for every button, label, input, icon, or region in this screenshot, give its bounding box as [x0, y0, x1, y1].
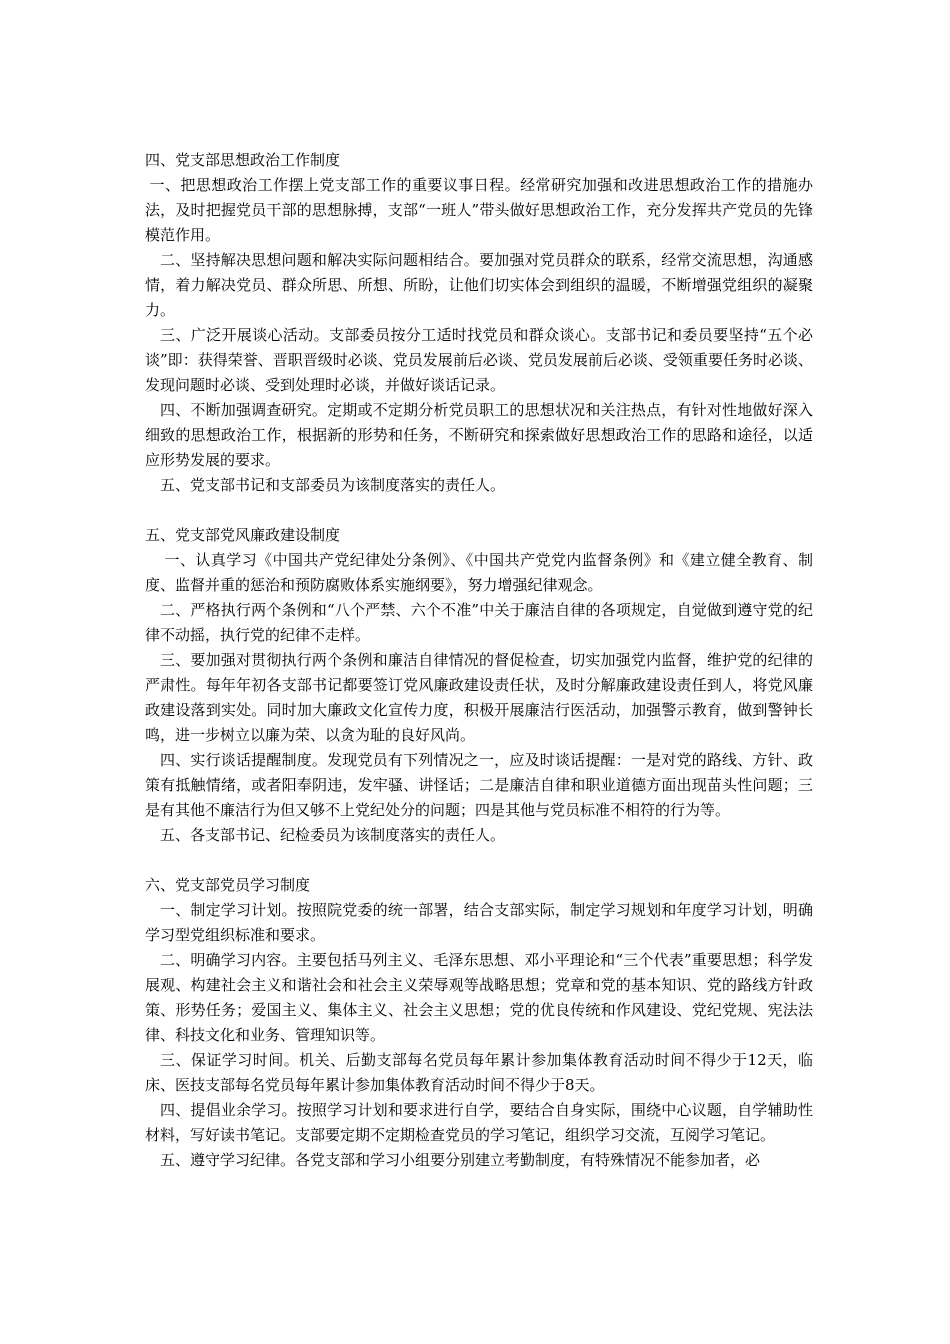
paragraph: 一、制定学习计划。按照院党委的统一部署，结合支部实际，制定学习规划和年度学习计划，明确学习型党组织标准和要求。: [145, 901, 813, 944]
paragraph: 二、严格执行两个条例和“八个严禁、六个不准”中关于廉洁自律的各项规定，自觉做到遵守党的纪律不动摇，执行党的纪律不走样。: [145, 601, 813, 644]
paragraph: 三、广泛开展谈心活动。支部委员按分工适时找党员和群众谈心。支部书记和委员要坚持“五个必谈”即：获得荣誉、晋职晋级时必谈、党员发展前后必谈、党员发展前后必谈、受领重要任务时必谈、发现问题时必谈、受到处理时必谈，并做好谈话记录。: [145, 326, 813, 394]
section-gap: [145, 848, 813, 873]
paragraph: 五、遵守学习纪律。各党支部和学习小组要分别建立考勤制度，有特殊情况不能参加者，必: [160, 1151, 761, 1169]
paragraph: 四、实行谈话提醒制度。发现党员有下列情况之一，应及时谈话提醒：一是对党的路线、方针、政策有抵触情绪，或者阳奉阴违，发牢骚、讲怪话；二是廉洁自律和职业道德方面出现苗头性问题；三是有其他不廉洁行为但又够不上党纪处分的问题；四是其他与党员标准不相符的行为等。: [145, 751, 813, 819]
paragraph: 二、坚持解决思想问题和解决实际问题相结合。要加强对党员群众的联系，经常交流思想，沟通感情，着力解决党员、群众所思、所想、所盼，让他们切实体会到组织的温暖，不断增强党组织的凝聚力。: [145, 251, 813, 319]
paragraph: 四、不断加强调查研究。定期或不定期分析党员职工的思想状况和关注热点，有针对性地做好深入细致的思想政治工作，根据新的形势和任务，不断研究和探索做好思想政治工作的思路和途径，以适应形势发展的要求。: [145, 401, 813, 469]
paragraph: 三、要加强对贯彻执行两个条例和廉洁自律情况的督促检查，切实加强党内监督，维护党的纪律的严肃性。每年年初各支部书记都要签订党风廉政建设责任状，及时分解廉政建设责任到人，将党风廉政建设落到实处。同时加大廉政文化宣传力度，积极开展廉洁行医活动，加强警示教育，做到警钟长鸣，进一步树立以廉为荣、以贪为耻的良好风尚。: [145, 651, 813, 744]
section-integrity-building: [145, 523, 813, 848]
paragraph: 二、明确学习内容。主要包括马列主义、毛泽东思想、邓小平理论和“三个代表”重要思想；科学发展观、构建社会主义和谐社会和社会主义荣辱观等战略思想；党章和党的基本知识、党的路线方针政策、形势任务；爱国主义、集体主义、社会主义思想；党的优良传统和作风建设、党纪党规、宪法法律、科技文化和业务、管理知识等。: [145, 951, 813, 1044]
paragraph: 三、保证学习时间。机关、后勤支部每名党员每年累计参加集体教育活动时间不得少于12天，临床、医技支部每名党员每年累计参加集体教育活动时间不得少于8天。: [145, 1051, 813, 1094]
section-title: 六、党支部党员学习制度: [145, 876, 311, 894]
document-page: [145, 148, 813, 1173]
section-title: 四、党支部思想政治工作制度: [145, 151, 341, 169]
paragraph: 一、把思想政治工作摆上党支部工作的重要议事日程。经常研究加强和改进思想政治工作的措施办法，及时把握党员干部的思想脉搏，支部“一班人”带头做好思想政治工作，充分发挥共产党员的先锋模范作用。: [145, 176, 813, 244]
section-title: 五、党支部党风廉政建设制度: [145, 526, 341, 544]
section-ideological-work: [145, 148, 813, 498]
paragraph: 四、提倡业余学习。按照学习计划和要求进行自学，要结合自身实际，围绕中心议题，自学辅助性材料，写好读书笔记。支部要定期不定期检查党员的学习笔记，组织学习交流，互阅学习笔记。: [145, 1101, 813, 1144]
paragraph: 五、各支部书记、纪检委员为该制度落实的责任人。: [160, 826, 506, 844]
paragraph: 一、认真学习《中国共产党纪律处分条例》、《中国共产党党内监督条例》和《建立健全教育、制度、监督并重的惩治和预防腐败体系实施纲要》，努力增强纪律观念。: [145, 551, 813, 594]
paragraph: 五、党支部书记和支部委员为该制度落实的责任人。: [160, 476, 506, 494]
section-member-study: [145, 873, 813, 1173]
section-gap: [145, 498, 813, 523]
